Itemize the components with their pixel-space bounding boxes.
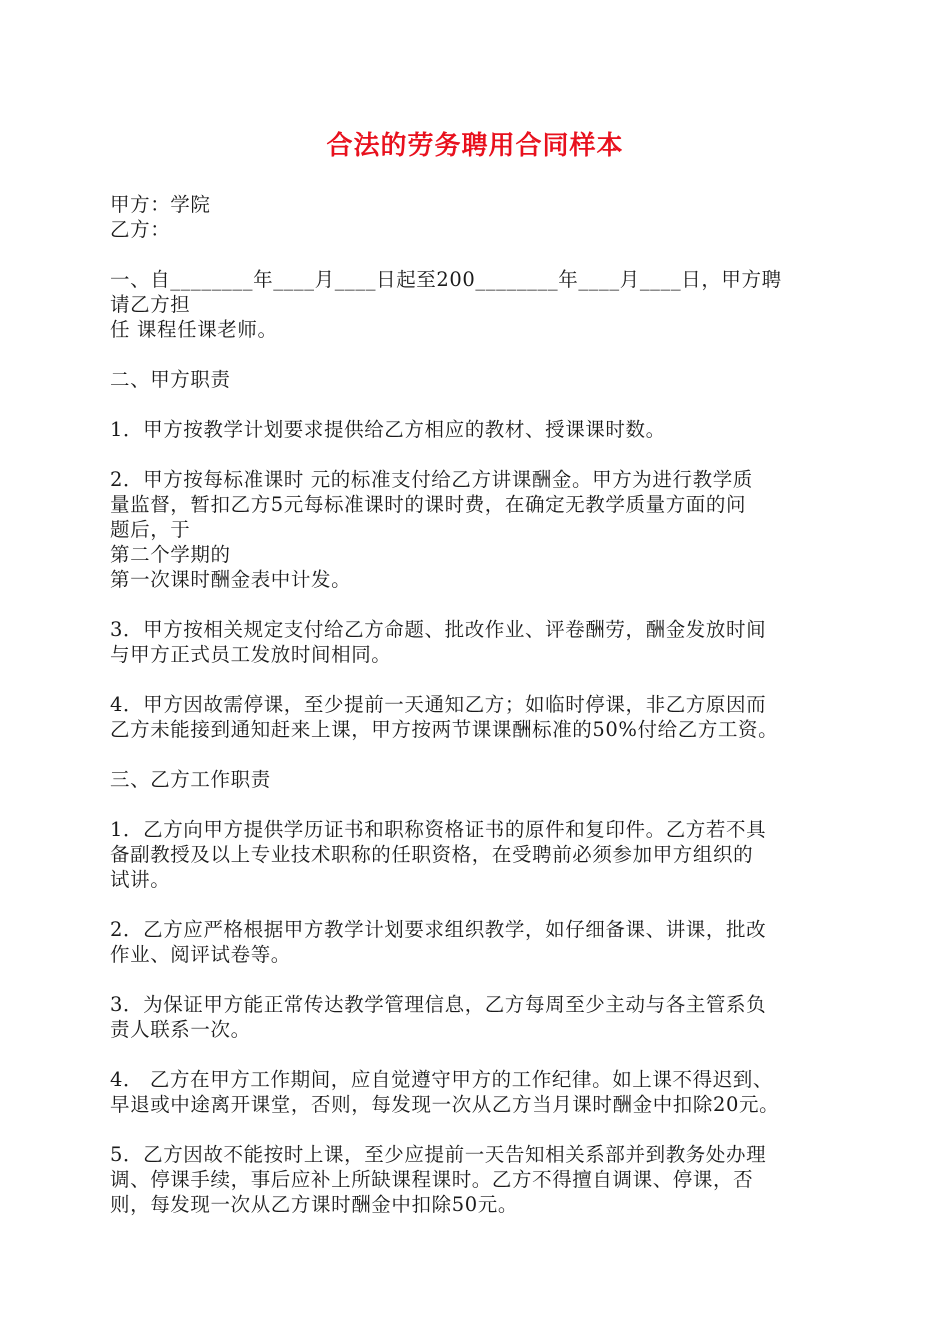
spacer — [110, 242, 840, 267]
section-3-item-2 — [110, 917, 840, 967]
spacer — [110, 1117, 840, 1142]
spacer — [110, 592, 840, 617]
paragraph-line: 早退或中途离开课堂，否则，每发现一次从乙方当月课时酬金中扣除20元。 — [110, 1093, 780, 1116]
section-3-heading: 三、乙方工作职责 — [110, 768, 271, 791]
paragraph-line: 第二个学期的 — [110, 543, 231, 566]
clause-1-line: 任 课程任课老师。 — [110, 318, 278, 341]
paragraph-line: 责人联系一次。 — [110, 1018, 251, 1041]
paragraph-line: 调、停课手续，事后应补上所缺课程课时。乙方不得擅自调课、停课，否 — [110, 1168, 754, 1191]
spacer — [110, 967, 840, 992]
spacer — [110, 392, 840, 417]
spacer — [110, 1042, 840, 1067]
paragraph-line: 作业、阅评试卷等。 — [110, 943, 291, 966]
clause-1-line: 请乙方担 — [110, 293, 191, 316]
spacer — [110, 742, 840, 767]
spacer — [110, 792, 840, 817]
paragraph-line: 第一次课时酬金表中计发。 — [110, 568, 352, 591]
section-3-item-3 — [110, 992, 840, 1042]
section-3-item-1 — [110, 817, 840, 892]
paragraph-line: 题后，于 — [110, 518, 191, 541]
party-a: 甲方：学院 — [110, 193, 211, 216]
spacer — [110, 342, 840, 367]
paragraph-line: 5．乙方因故不能按时上课，至少应提前一天告知相关系部并到教务处办理 — [110, 1143, 767, 1166]
party-b: 乙方： — [110, 218, 171, 241]
section-3-item-4 — [110, 1067, 840, 1117]
section-2-item-2 — [110, 467, 840, 592]
section-2-item-4 — [110, 692, 840, 742]
paragraph-line: 4． 乙方在甲方工作期间，应自觉遵守甲方的工作纪律。如上课不得迟到、 — [110, 1068, 774, 1091]
paragraph-line: 2．乙方应严格根据甲方教学计划要求组织教学，如仔细备课、讲课，批改 — [110, 918, 767, 941]
paragraph-line: 乙方未能接到通知赶来上课，甲方按两节课课酬标准的50%付给乙方工资。 — [110, 718, 779, 741]
section-3-item-5 — [110, 1142, 840, 1217]
clause-1 — [110, 267, 840, 342]
clause-1-line: 一、自________年____月____日起至200________年____月____日，甲方聘 — [110, 268, 782, 291]
paragraph-line: 1．乙方向甲方提供学历证书和职称资格证书的原件和复印件。乙方若不具 — [110, 818, 767, 841]
document-title: 合法的劳务聘用合同样本 — [326, 131, 624, 161]
paragraph-line: 量监督，暂扣乙方5元每标准课时的课时费，在确定无教学质量方面的问 — [110, 493, 747, 516]
section-2-item-3 — [110, 617, 840, 667]
paragraph-line: 备副教授及以上专业技术职称的任职资格，在受聘前必须参加甲方组织的 — [110, 843, 754, 866]
spacer — [110, 442, 840, 467]
paragraph-line: 则，每发现一次从乙方课时酬金中扣除50元。 — [110, 1193, 518, 1216]
paragraph-line: 4．甲方因故需停课，至少提前一天通知乙方；如临时停课，非乙方原因而 — [110, 693, 767, 716]
paragraph-line: 试讲。 — [110, 868, 171, 891]
paragraph-line: 3．为保证甲方能正常传达教学管理信息，乙方每周至少主动与各主管系负 — [110, 993, 767, 1016]
paragraph-line: 2．甲方按每标准课时 元的标准支付给乙方讲课酬金。甲方为进行教学质 — [110, 468, 753, 491]
spacer — [110, 892, 840, 917]
paragraph-line: 与甲方正式员工发放时间相同。 — [110, 643, 392, 666]
spacer — [110, 667, 840, 692]
paragraph-line: 3．甲方按相关规定支付给乙方命题、批改作业、评卷酬劳，酬金发放时间 — [110, 618, 767, 641]
section-2-item-1: 1．甲方按教学计划要求提供给乙方相应的教材、授课课时数。 — [110, 418, 666, 441]
section-2-heading: 二、甲方职责 — [110, 368, 231, 391]
